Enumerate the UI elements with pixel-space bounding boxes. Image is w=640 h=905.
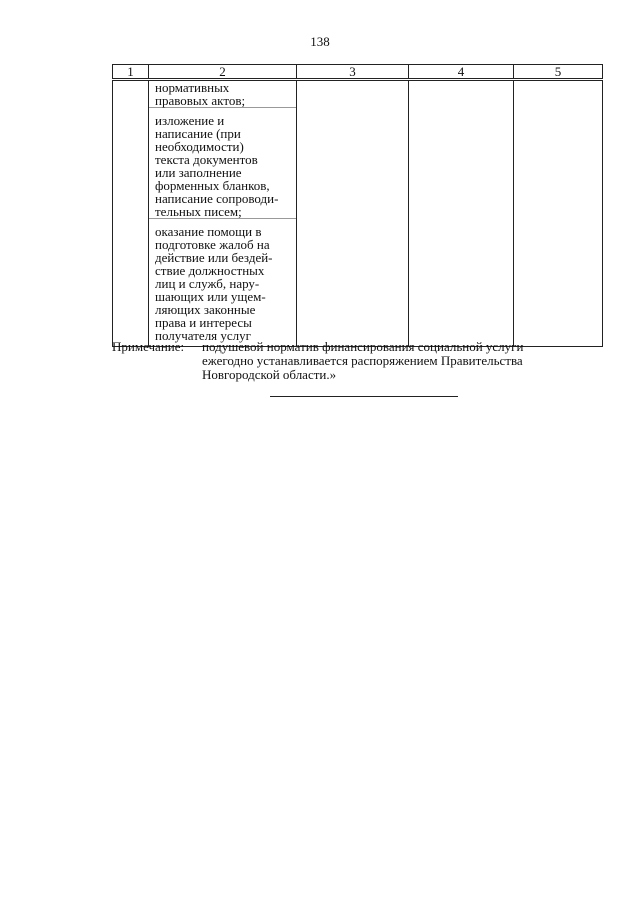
closing-rule — [270, 396, 458, 397]
cell-col-4 — [409, 80, 514, 347]
cell-line: ляющих законные — [155, 302, 256, 317]
cell-col-5 — [514, 80, 603, 347]
note-line: Новгородской области.» — [202, 367, 337, 382]
cell-col-3 — [297, 80, 409, 347]
note-line: ежегодно устанавливается распоряжением Правительства — [202, 353, 523, 368]
services-table — [112, 64, 603, 347]
note-line: подушевой норматив финансирования социальной услуги — [202, 339, 524, 354]
cell-line: лиц и служб, нару- — [155, 276, 260, 291]
cell-line: написание сопроводи- — [155, 191, 279, 206]
cell-line: действие или бездей- — [155, 250, 273, 265]
column-header-5: 5 — [514, 65, 603, 80]
table-row — [113, 80, 603, 347]
cell-line: тельных писем; — [155, 204, 242, 219]
cell-line: форменных бланков, — [155, 178, 270, 193]
cell-line: необходимости) — [155, 139, 244, 154]
cell-line: получателя услуг — [155, 328, 252, 343]
page-number: 138 — [310, 34, 330, 49]
column-header-4: 4 — [409, 65, 514, 80]
table-header-row — [113, 65, 603, 80]
cell-line: правовых актов; — [155, 93, 246, 108]
column-header-3: 3 — [297, 65, 409, 80]
note-text — [202, 340, 602, 382]
cell-line: подготовке жалоб на — [155, 237, 270, 252]
text-block-complaints — [149, 218, 296, 342]
cell-col-1 — [113, 80, 149, 347]
cell-line: изложение и — [155, 113, 225, 128]
cell-line: права и интересы — [155, 315, 252, 330]
cell-line: нормативных — [155, 80, 230, 95]
column-header-1: 1 — [113, 65, 149, 80]
cell-line: шающих или ущем- — [155, 289, 266, 304]
cell-line: или заполнение — [155, 165, 242, 180]
cell-line: текста документов — [155, 152, 258, 167]
cell-col-2 — [149, 80, 297, 347]
column-header-2: 2 — [149, 65, 297, 80]
cell-line: оказание помощи в — [155, 224, 262, 239]
cell-line: ствие должностных — [155, 263, 265, 278]
text-block-documents — [149, 107, 296, 218]
cell-line: написание (при — [155, 126, 241, 141]
text-block-regulations — [149, 81, 296, 107]
note-label: Примечание: — [112, 339, 185, 354]
